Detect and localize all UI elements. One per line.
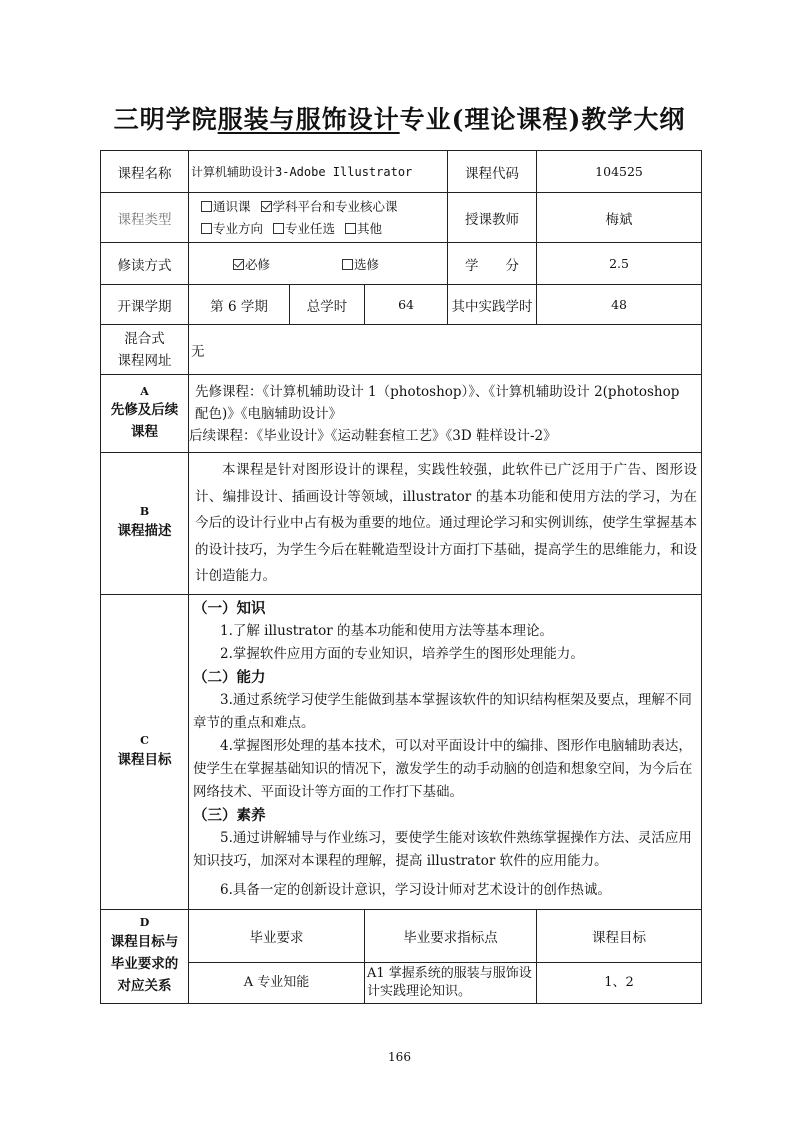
mapping-header-requirement: 毕业要求 bbox=[189, 909, 365, 962]
goal-heading-literacy: （三）素养 bbox=[193, 806, 266, 824]
type-option-other[interactable]: 其他 bbox=[345, 221, 382, 236]
credit-label: 学 分 bbox=[448, 243, 537, 285]
study-mode-row bbox=[101, 243, 702, 285]
course-name-row bbox=[101, 151, 702, 193]
checkbox-icon[interactable] bbox=[342, 259, 353, 270]
course-name-value: 计算机辅助设计3-Adobe Illustrator bbox=[189, 151, 448, 193]
page-title: 三明学院服装与服饰设计专业(理论课程)教学大纲 bbox=[113, 105, 686, 134]
mode-option-elective[interactable]: 选修 bbox=[342, 257, 379, 272]
semester-value: 第 6 学期 bbox=[189, 285, 290, 325]
mapping-header-goal: 课程目标 bbox=[537, 909, 702, 962]
syllabus-table bbox=[100, 150, 702, 1004]
section-a-content bbox=[189, 375, 702, 453]
type-option-core[interactable]: 学科平台和专业核心课 bbox=[261, 199, 398, 214]
semester-label: 开课学期 bbox=[101, 285, 189, 325]
prereq-line-1: 先修课程：《计算机辅助设计 1（photoshop）》、《计算机辅助设计 2(photoshop bbox=[195, 383, 680, 400]
mode-option-required[interactable]: 必修 bbox=[233, 257, 270, 272]
type-option-direction[interactable]: 专业方向 bbox=[201, 221, 263, 236]
type-option-elective[interactable]: 专业任选 bbox=[273, 221, 335, 236]
goal-item: 6.具备一定的创新设计意识，学习设计师对艺术设计的创作热诚。 bbox=[220, 881, 611, 898]
prereq-line-2: 配色)》《电脑辅助设计》 bbox=[195, 405, 343, 422]
hybrid-value: 无 bbox=[189, 325, 702, 375]
mapping-row bbox=[101, 962, 702, 1003]
goal-heading-knowledge: （一）知识 bbox=[193, 599, 266, 617]
section-a-label: A 先修及后续 课程 bbox=[101, 375, 189, 453]
teacher-value: 梅斌 bbox=[537, 193, 702, 243]
checkbox-icon[interactable] bbox=[345, 223, 356, 234]
section-b-row bbox=[101, 453, 702, 595]
teacher-label: 授课教师 bbox=[448, 193, 537, 243]
practice-hours-value: 48 bbox=[537, 285, 702, 325]
total-hours-label: 总学时 bbox=[290, 285, 365, 325]
section-a-row bbox=[101, 375, 702, 453]
mapping-indicator: A1 掌握系统的服装与服饰设计实践理论知识。 bbox=[365, 962, 537, 1003]
section-d-header-row bbox=[101, 909, 702, 962]
goal-item: 4.掌握图形处理的基本技术，可以对平面设计中的编排、图形作电脑辅助表达，使学生在掌握基础知识的情况下，激发学生的动手动脑的创造和想象空间，为今后在网络技术、平面设计等方面的工作打下基础。 bbox=[193, 737, 693, 800]
course-code-label: 课程代码 bbox=[448, 151, 537, 193]
hybrid-row bbox=[101, 325, 702, 375]
page-number: 166 bbox=[388, 1050, 411, 1064]
study-mode-label: 修读方式 bbox=[101, 243, 189, 285]
section-b-label: B 课程描述 bbox=[101, 453, 189, 595]
type-option-general[interactable]: 通识课 bbox=[201, 199, 251, 214]
course-code-value: 104525 bbox=[537, 151, 702, 193]
practice-hours-label: 其中实践学时 bbox=[448, 285, 537, 325]
course-description: 本课程是针对图形设计的课程，实践性较强，此软件已广泛用于广告、图形设计、编排设计、插画设计等领域，illustrator 的基本功能和使用方法的学习，为在今后的设计行业中占有极为重要的地位。通过理论学习和实例训练，使学生掌握基本的设计技巧，为学生今后在鞋靴造型设计方面打下基础，提高学生的思维能力，和设计创造能力。 bbox=[189, 453, 702, 595]
course-goals bbox=[189, 594, 702, 909]
followup-line: 后续课程：《毕业设计》《运动鞋套楦工艺》《3D 鞋样设计-2》 bbox=[189, 427, 557, 444]
checkbox-icon[interactable] bbox=[273, 223, 284, 234]
goal-item: 3.通过系统学习使学生能做到基本掌握该软件的知识结构框架及要点，理解不同章节的重点和难点。 bbox=[193, 691, 692, 731]
checkbox-checked-icon[interactable] bbox=[233, 259, 244, 270]
course-name-label: 课程名称 bbox=[101, 151, 189, 193]
credit-value: 2.5 bbox=[537, 243, 702, 285]
checkbox-icon[interactable] bbox=[201, 223, 212, 234]
goal-item: 2.掌握软件应用方面的专业知识，培养学生的图形处理能力。 bbox=[220, 645, 584, 662]
title-major: 服装与服饰设计 bbox=[217, 105, 400, 134]
course-type-label: 课程类型 bbox=[101, 193, 189, 243]
goal-item: 5.通过讲解辅导与作业练习，要使学生能对该软件熟练掌握操作方法、灵活应用知识技巧，加深对本课程的理解，提高 illustrator 软件的应用能力。 bbox=[193, 829, 692, 869]
mapping-header-indicator: 毕业要求指标点 bbox=[365, 909, 537, 962]
section-c-label: C 课程目标 bbox=[101, 594, 189, 909]
section-d-label: D 课程目标与 毕业要求的 对应关系 bbox=[101, 909, 189, 1003]
checkbox-icon[interactable] bbox=[201, 201, 212, 212]
checkbox-checked-icon[interactable] bbox=[261, 201, 272, 212]
mapping-requirement: A 专业知能 bbox=[189, 962, 365, 1003]
course-type-options bbox=[189, 193, 448, 243]
semester-row bbox=[101, 285, 702, 325]
study-mode-options bbox=[189, 243, 448, 285]
course-type-row bbox=[101, 193, 702, 243]
hybrid-label: 混合式 课程网址 bbox=[101, 325, 189, 375]
goal-item: 1.了解 illustrator 的基本功能和使用方法等基本理论。 bbox=[220, 622, 553, 639]
section-c-row bbox=[101, 594, 702, 909]
mapping-goal: 1、2 bbox=[537, 962, 702, 1003]
total-hours-value: 64 bbox=[365, 285, 448, 325]
goal-heading-ability: （二）能力 bbox=[193, 668, 266, 686]
